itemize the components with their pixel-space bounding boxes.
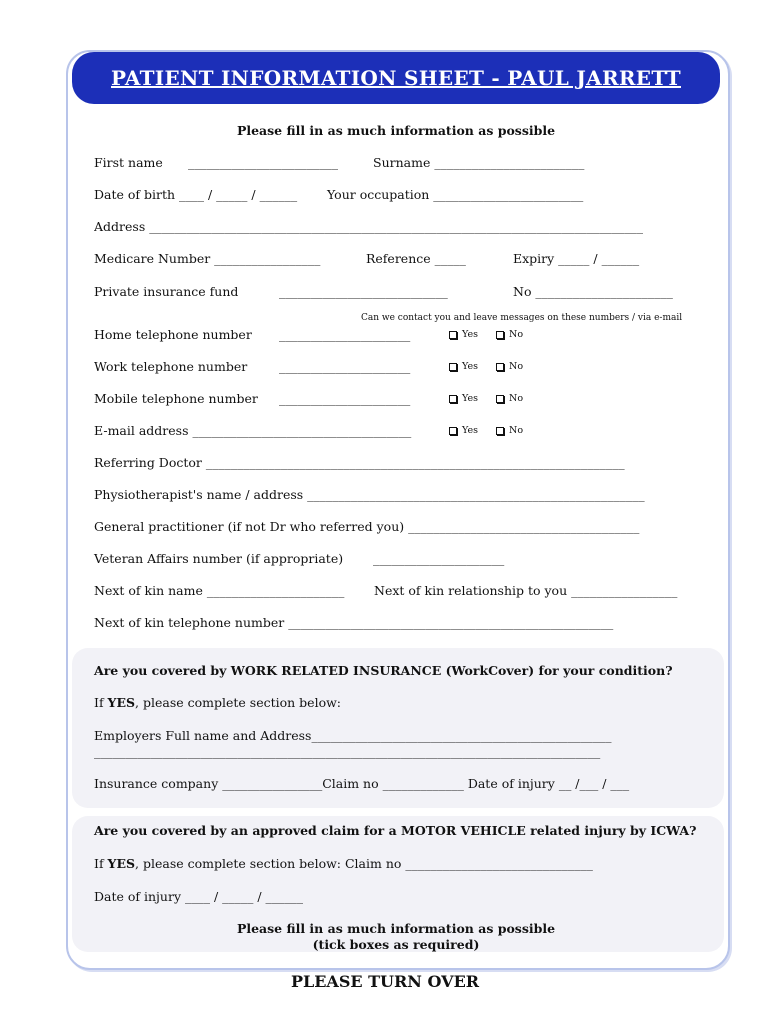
please-turn-over: PLEASE TURN OVER bbox=[290, 972, 480, 991]
insurance-claim-field[interactable]: Insurance company ________________Claim no _____________ Date of injury __ /___ / ___ bbox=[94, 776, 630, 791]
work-insurance-question: Are you covered by WORK RELATED INSURANCE (WorkCover) for your condition? bbox=[94, 663, 673, 678]
checkbox-icon bbox=[496, 331, 504, 339]
no-label: No bbox=[509, 361, 524, 372]
yes-label: Yes bbox=[462, 393, 478, 404]
yes-label: Yes bbox=[462, 329, 478, 340]
email-no[interactable] bbox=[496, 425, 523, 436]
checkbox-icon bbox=[496, 395, 504, 403]
contact-note: Can we contact you and leave messages on these numbers / via e-mail bbox=[361, 313, 683, 323]
work-phone-no[interactable] bbox=[496, 361, 523, 372]
email-field[interactable]: E-mail address ___________________________________ bbox=[94, 423, 412, 438]
yes-label: Yes bbox=[462, 425, 478, 436]
work-if-yes-text: If YES, please complete section below: bbox=[94, 695, 342, 710]
surname-field[interactable]: Surname ________________________ bbox=[373, 155, 585, 170]
page-title: PATIENT INFORMATION SHEET - PAUL JARRETT bbox=[111, 66, 681, 90]
checkbox-icon bbox=[449, 331, 457, 339]
expiry-field[interactable]: Expiry _____ / ______ bbox=[513, 251, 640, 266]
mobile-phone-label: Mobile telephone number bbox=[94, 391, 258, 406]
yes-label: Yes bbox=[462, 361, 478, 372]
kin-phone-field[interactable]: Next of kin telephone number ____________________________________________________ bbox=[94, 615, 614, 630]
title-banner bbox=[72, 52, 720, 104]
first-name-field[interactable]: ________________________ bbox=[188, 155, 338, 170]
closing-text: Please fill in as much information as possible bbox=[236, 921, 556, 936]
closing-subtext: (tick boxes as required) bbox=[312, 937, 480, 952]
checkbox-icon bbox=[449, 363, 457, 371]
mobile-phone-field[interactable]: _____________________ bbox=[279, 391, 411, 406]
home-phone-no[interactable] bbox=[496, 329, 523, 340]
first-name-label: First name bbox=[94, 155, 163, 170]
home-phone-label: Home telephone number bbox=[94, 327, 252, 342]
email-yes[interactable] bbox=[449, 425, 478, 436]
checkbox-icon bbox=[496, 427, 504, 435]
kin-name-field[interactable]: Next of kin name ______________________ bbox=[94, 583, 345, 598]
referring-doctor-field[interactable]: Referring Doctor ___________________________________________________________________ bbox=[94, 455, 625, 470]
home-phone-field[interactable]: _____________________ bbox=[279, 327, 411, 342]
mobile-phone-no[interactable] bbox=[496, 393, 523, 404]
kin-relationship-field[interactable]: Next of kin relationship to you _________________ bbox=[374, 583, 678, 598]
employers-field[interactable]: Employers Full name and Address________________________________________________ bbox=[94, 728, 612, 743]
private-fund-no-field[interactable]: No ______________________ bbox=[513, 284, 673, 299]
private-fund-label: Private insurance fund bbox=[94, 284, 239, 299]
gp-field[interactable]: General practitioner (if not Dr who referred you) _____________________________________ bbox=[94, 519, 640, 534]
checkbox-icon bbox=[496, 363, 504, 371]
motor-vehicle-question: Are you covered by an approved claim for a MOTOR VEHICLE related injury by ICWA? bbox=[94, 823, 697, 838]
checkbox-icon bbox=[449, 395, 457, 403]
work-phone-label: Work telephone number bbox=[94, 359, 248, 374]
dob-field[interactable]: Date of birth ____ / _____ / ______ bbox=[94, 187, 298, 202]
work-phone-yes[interactable] bbox=[449, 361, 478, 372]
motor-date-injury-field[interactable]: Date of injury ____ / _____ / ______ bbox=[94, 889, 304, 904]
employers-field-line2[interactable]: _________________________________________________________________________________ bbox=[94, 744, 601, 759]
occupation-field[interactable]: Your occupation ________________________ bbox=[327, 187, 584, 202]
private-fund-field[interactable]: ___________________________ bbox=[279, 284, 448, 299]
work-phone-field[interactable]: _____________________ bbox=[279, 359, 411, 374]
reference-field[interactable]: Reference _____ bbox=[366, 251, 466, 266]
veteran-label: Veteran Affairs number (if appropriate) bbox=[94, 551, 344, 566]
no-label: No bbox=[509, 425, 524, 436]
motor-if-yes-text[interactable]: If YES, please complete section below: Claim no ______________________________ bbox=[94, 856, 593, 871]
checkbox-icon bbox=[449, 427, 457, 435]
veteran-field[interactable]: _____________________ bbox=[373, 551, 505, 566]
intro-text: Please fill in as much information as possible bbox=[236, 123, 556, 138]
physio-field[interactable]: Physiotherapist's name / address ______________________________________________________ bbox=[94, 487, 645, 502]
home-phone-yes[interactable] bbox=[449, 329, 478, 340]
medicare-field[interactable]: Medicare Number _________________ bbox=[94, 251, 321, 266]
mobile-phone-yes[interactable] bbox=[449, 393, 478, 404]
no-label: No bbox=[509, 393, 524, 404]
no-label: No bbox=[509, 329, 524, 340]
address-field[interactable]: Address _______________________________________________________________________________ bbox=[94, 219, 643, 234]
